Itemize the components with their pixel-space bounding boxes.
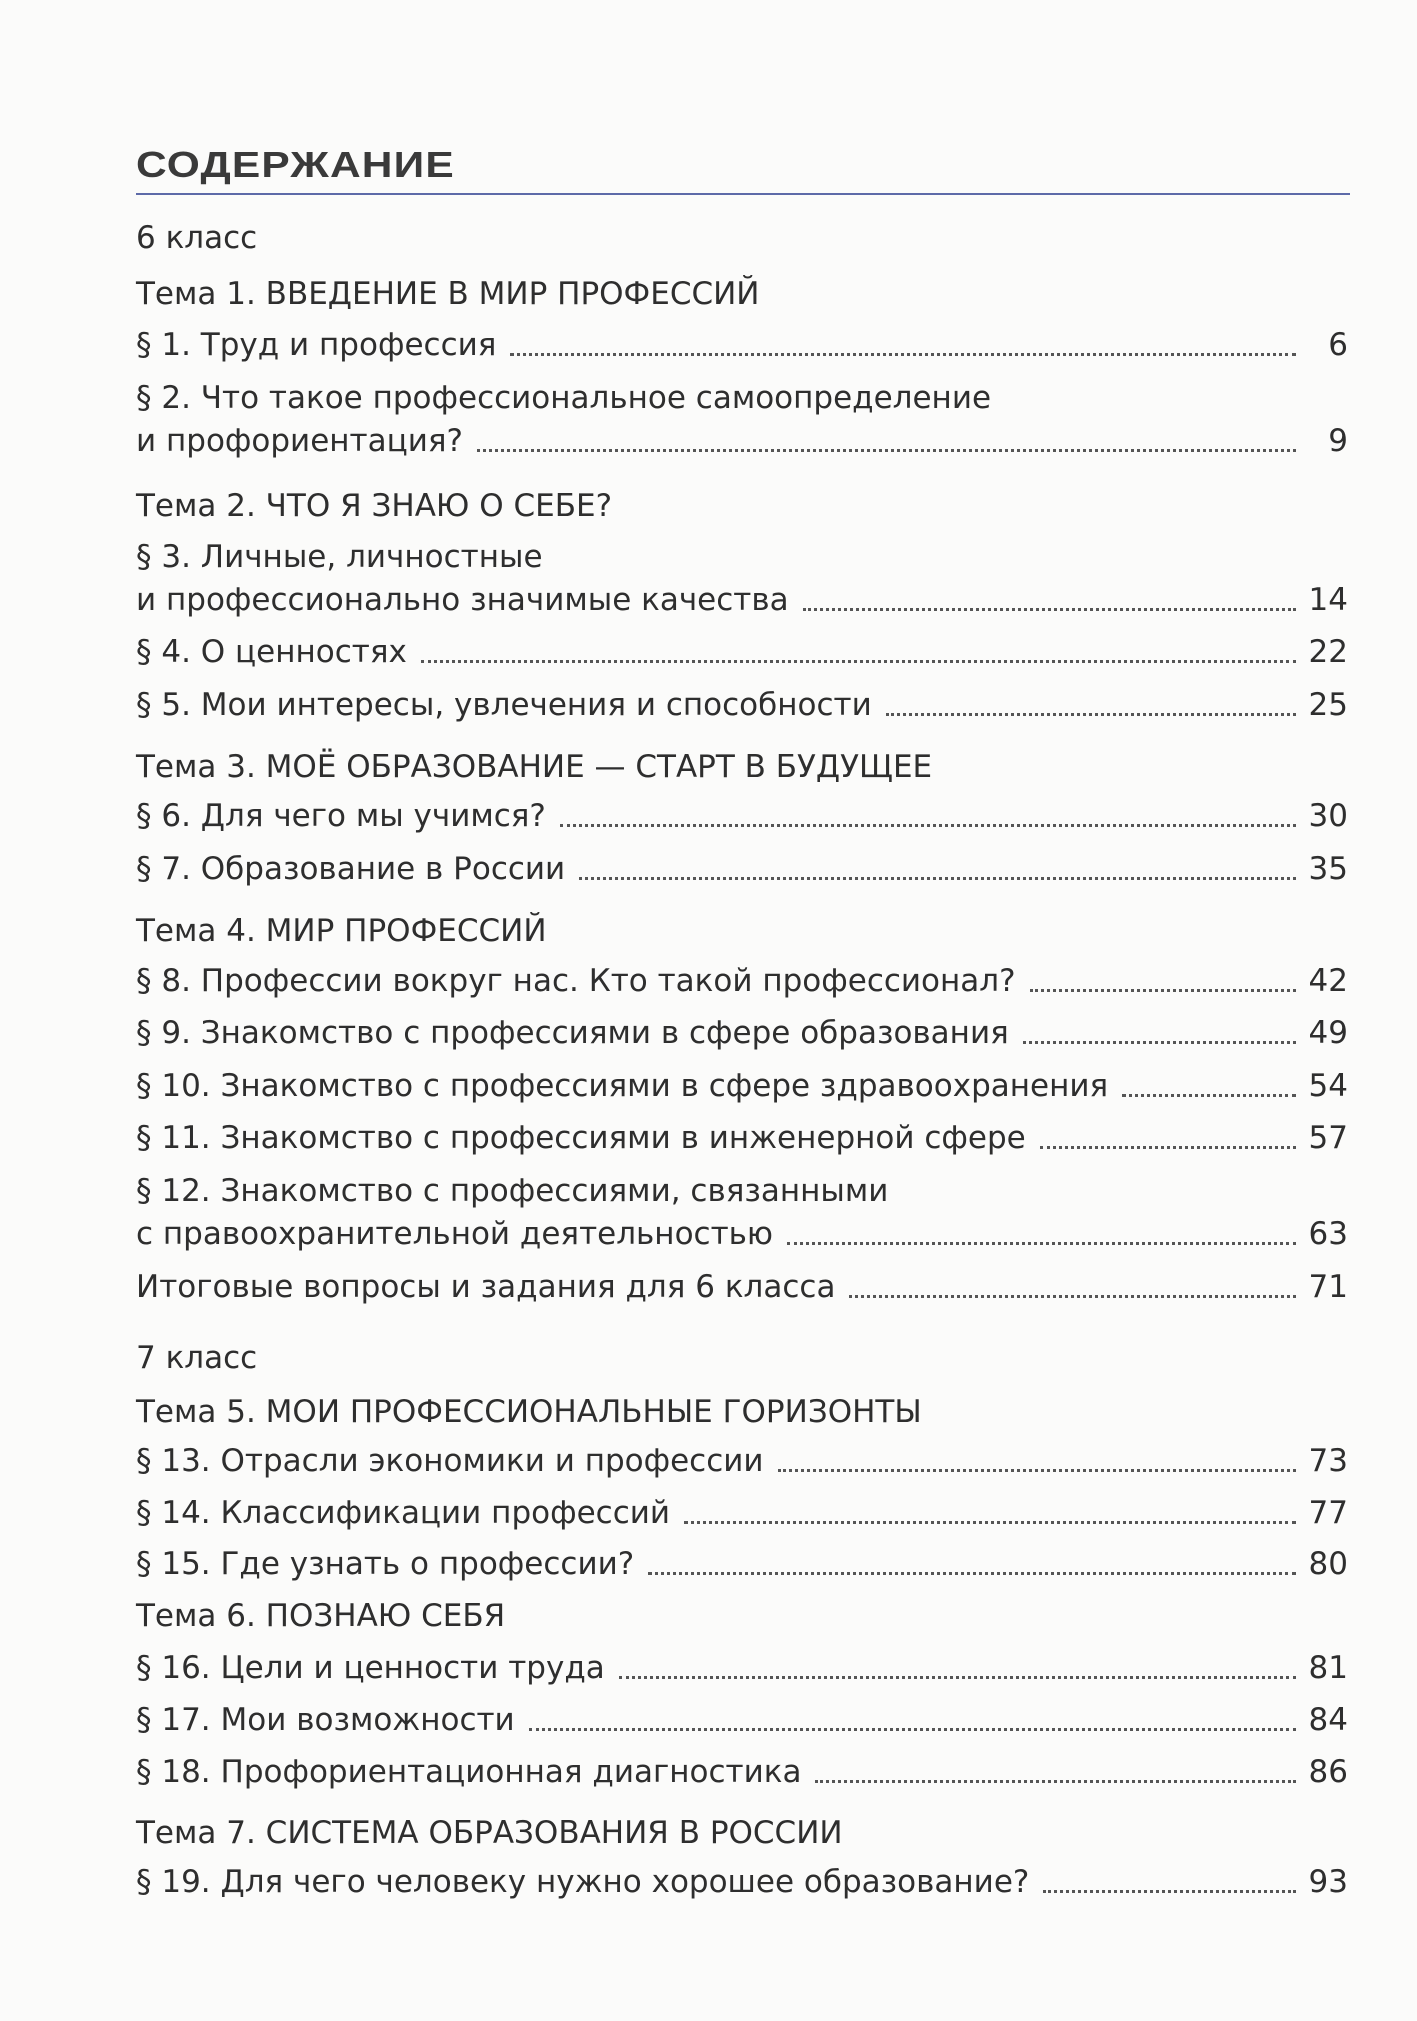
title-underline: [136, 193, 1350, 195]
toc-entry-12[interactable]: [136, 1214, 1348, 1254]
toc-entry-3[interactable]: [136, 580, 1348, 620]
page-number: 22: [1308, 634, 1348, 670]
dot-leader: [579, 877, 1296, 880]
page-number: 49: [1308, 1015, 1348, 1051]
dot-leader: [529, 1728, 1296, 1731]
entry-title: § 4. О ценностях: [136, 634, 407, 670]
dot-leader: [1040, 1146, 1296, 1149]
page-number: 30: [1308, 798, 1348, 834]
dot-leader: [778, 1469, 1296, 1472]
dot-leader: [849, 1295, 1296, 1298]
entry-title: и профессионально значимые качества: [136, 582, 789, 618]
page-number: 54: [1308, 1068, 1348, 1104]
entry-title: § 14. Классификации профессий: [136, 1495, 671, 1531]
page-number: 6: [1328, 327, 1348, 363]
topic-6-heading: Тема 6. ПОЗНАЮ СЕБЯ: [136, 1598, 506, 1634]
page-number: 77: [1308, 1495, 1348, 1531]
dot-leader: [421, 660, 1296, 663]
dot-leader: [560, 824, 1296, 827]
toc-entry-5[interactable]: [136, 685, 1348, 725]
dot-leader: [1043, 1890, 1296, 1893]
toc-entry-10[interactable]: [136, 1066, 1348, 1106]
entry-title: § 11. Знакомство с профессиями в инженерной сфере: [136, 1120, 1026, 1156]
page-number: 80: [1308, 1546, 1348, 1582]
entry-title: § 5. Мои интересы, увлечения и способности: [136, 687, 872, 723]
page-number: 63: [1308, 1216, 1348, 1252]
entry-title: с правоохранительной деятельностью: [136, 1216, 773, 1252]
toc-entry-4[interactable]: [136, 632, 1348, 672]
toc-entry-7[interactable]: [136, 849, 1348, 889]
grade-7-label: 7 класс: [136, 1340, 258, 1376]
entry-3-first-line: § 3. Личные, личностные: [136, 539, 543, 575]
dot-leader: [1030, 989, 1296, 992]
topic-3-heading: Тема 3. МОЁ ОБРАЗОВАНИЕ — СТАРТ В БУДУЩЕЕ: [136, 749, 933, 785]
toc-entry-6[interactable]: [136, 796, 1348, 836]
entry-title: § 18. Профориентационная диагностика: [136, 1754, 802, 1790]
entry-title: и профориентация?: [136, 423, 463, 459]
dot-leader: [684, 1521, 1296, 1524]
page-number: 93: [1308, 1864, 1348, 1900]
toc-entry-14[interactable]: [136, 1441, 1348, 1481]
dot-leader: [1122, 1094, 1296, 1097]
toc-entry-9[interactable]: [136, 1013, 1348, 1053]
page-number: 84: [1308, 1702, 1348, 1738]
topic-4-heading: Тема 4. МИР ПРОФЕССИЙ: [136, 913, 547, 949]
dot-leader: [815, 1780, 1296, 1783]
toc-entry-13[interactable]: [136, 1267, 1348, 1307]
page-number: 71: [1308, 1269, 1348, 1305]
entry-title: § 13. Отрасли экономики и профессии: [136, 1443, 764, 1479]
entry-12-first-line: § 12. Знакомство с профессиями, связанными: [136, 1173, 889, 1209]
toc-entry-8[interactable]: [136, 961, 1348, 1001]
entry-title: § 17. Мои возможности: [136, 1702, 515, 1738]
dot-leader: [477, 449, 1296, 452]
dot-leader: [787, 1242, 1296, 1245]
toc-entry-18[interactable]: [136, 1700, 1348, 1740]
toc-entry-19[interactable]: [136, 1752, 1348, 1792]
entry-title: § 8. Профессии вокруг нас. Кто такой профессионал?: [136, 963, 1016, 999]
toc-entry-15[interactable]: [136, 1493, 1348, 1533]
entry-title: § 15. Где узнать о профессии?: [136, 1546, 635, 1582]
entry-title: § 1. Труд и профессия: [136, 327, 497, 363]
page-number: 14: [1308, 582, 1348, 618]
dot-leader: [803, 608, 1296, 611]
dot-leader: [619, 1676, 1296, 1679]
entry-2-first-line: § 2. Что такое профессиональное самоопределение: [136, 380, 992, 416]
page-number: 57: [1308, 1120, 1348, 1156]
dot-leader: [510, 353, 1296, 356]
toc-entry-2[interactable]: [136, 421, 1348, 461]
page-number: 73: [1308, 1443, 1348, 1479]
entry-title: § 7. Образование в России: [136, 851, 566, 887]
entry-title: § 10. Знакомство с профессиями в сфере здравоохранения: [136, 1068, 1109, 1104]
toc-entry-20[interactable]: [136, 1862, 1348, 1902]
toc-entry-1[interactable]: [136, 325, 1348, 365]
toc-entry-11[interactable]: [136, 1118, 1348, 1158]
topic-5-heading: Тема 5. МОИ ПРОФЕССИОНАЛЬНЫЕ ГОРИЗОНТЫ: [136, 1394, 922, 1430]
dot-leader: [648, 1572, 1296, 1575]
toc-entry-17[interactable]: [136, 1648, 1348, 1688]
page-number: 25: [1308, 687, 1348, 723]
entry-title: § 9. Знакомство с профессиями в сфере образования: [136, 1015, 1009, 1051]
grade-6-label: 6 класс: [136, 220, 258, 256]
page-number: 9: [1328, 423, 1348, 459]
page-number: 42: [1308, 963, 1348, 999]
entry-title: § 16. Цели и ценности труда: [136, 1650, 605, 1686]
dot-leader: [886, 713, 1296, 716]
page-number: 86: [1308, 1754, 1348, 1790]
topic-2-heading: Тема 2. ЧТО Я ЗНАЮ О СЕБЕ?: [136, 488, 613, 524]
topic-7-heading: Тема 7. СИСТЕМА ОБРАЗОВАНИЯ В РОССИИ: [136, 1815, 843, 1851]
entry-title: § 19. Для чего человеку нужно хорошее образование?: [136, 1864, 1030, 1900]
page-title: СОДЕРЖАНИЕ: [136, 144, 455, 185]
page-number: 81: [1308, 1650, 1348, 1686]
page-number: 35: [1308, 851, 1348, 887]
dot-leader: [1023, 1041, 1296, 1044]
entry-title: § 6. Для чего мы учимся?: [136, 798, 546, 834]
toc-entry-16[interactable]: [136, 1544, 1348, 1584]
entry-title: Итоговые вопросы и задания для 6 класса: [136, 1269, 836, 1305]
topic-1-heading: Тема 1. ВВЕДЕНИЕ В МИР ПРОФЕССИЙ: [136, 276, 760, 312]
